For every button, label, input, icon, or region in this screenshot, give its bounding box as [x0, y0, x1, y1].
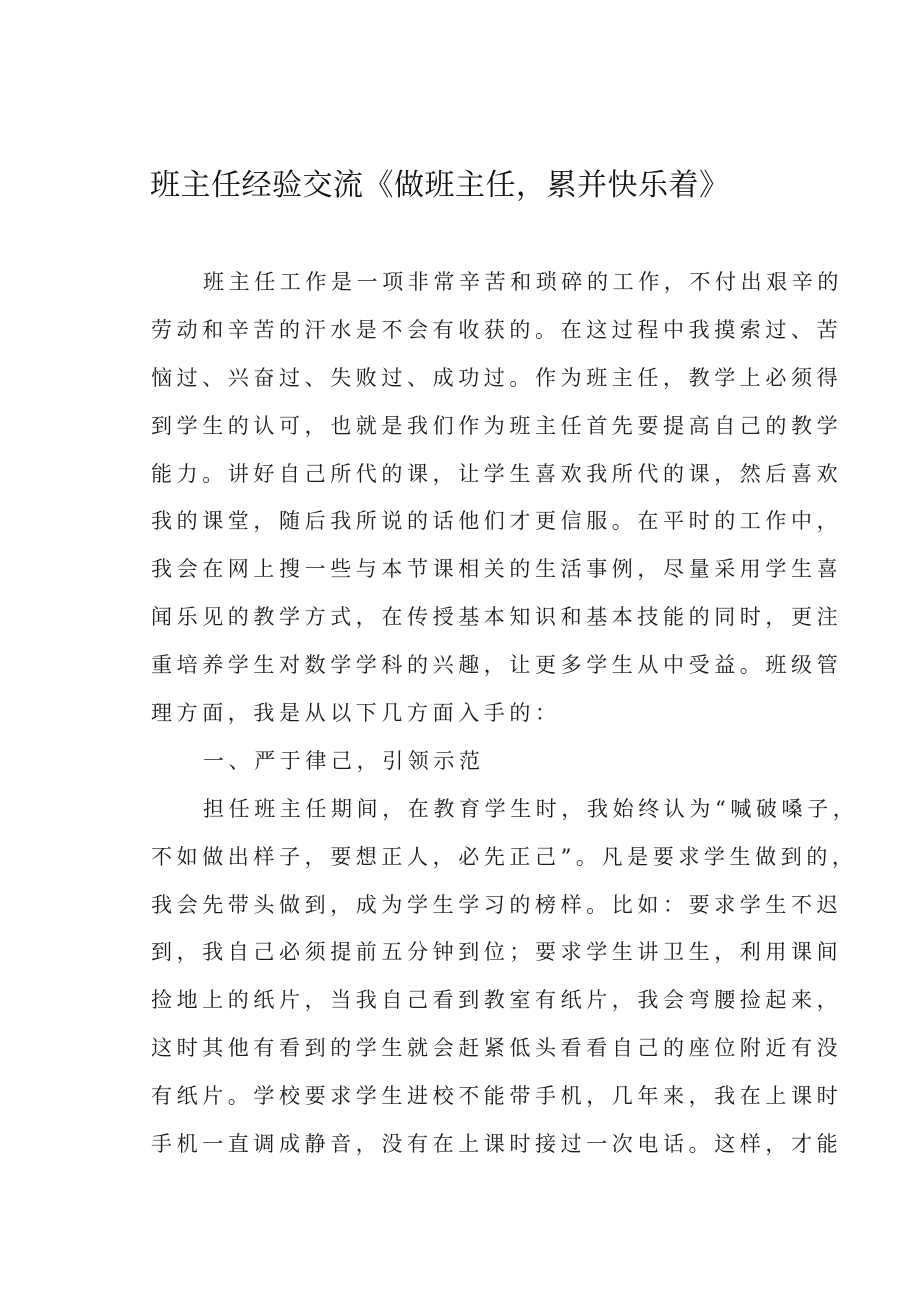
text-line: 捡地上的纸片，当我自己看到教室有纸片，我会弯腰捡起来， [151, 988, 843, 1013]
text-line: 重培养学生对数学学科的兴趣，让更多学生从中受益。班级管 [151, 653, 843, 678]
text-line: 有纸片。学校要求学生进校不能带手机，几年来，我在上课时 [151, 1084, 843, 1109]
text-line: 手机一直调成静音，没有在上课时接过一次电话。这样，才能 [151, 1132, 843, 1157]
text-line: 劳动和辛苦的汗水是不会有收获的。在这过程中我摸索过、苦 [151, 317, 843, 342]
text-line: 到学生的认可，也就是我们作为班主任首先要提高自己的教学 [151, 413, 843, 438]
text-line: 闻乐见的教学方式，在传授基本知识和基本技能的同时，更注 [151, 605, 843, 630]
text-line: 我会先带头做到，成为学生学习的榜样。比如：要求学生不迟 [151, 892, 843, 917]
text-line: 我的课堂，随后我所说的话他们才更信服。在平时的工作中， [151, 509, 843, 534]
text-line: 能力。讲好自己所代的课，让学生喜欢我所代的课，然后喜欢 [151, 461, 843, 486]
text-line: 不如做出样子，要想正人，必先正己”。凡是要求学生做到的， [151, 844, 858, 869]
text-line: 到，我自己必须提前五分钟到位；要求学生讲卫生，利用课间 [151, 940, 843, 965]
text-line: 一、严于律己，引领示范 [203, 748, 485, 773]
document-body [151, 259, 859, 1169]
text-line: 担任班主任期间，在教育学生时，我始终认为“喊破嗓子， [203, 796, 859, 821]
document-title: 班主任经验交流《做班主任，累并快乐着》 [150, 168, 730, 203]
text-line: 理方面，我是从以下几方面入手的： [151, 701, 561, 726]
text-line: 恼过、兴奋过、失败过、成功过。作为班主任，教学上必须得 [151, 365, 843, 390]
text-line: 我会在网上搜一些与本节课相关的生活事例，尽量采用学生喜 [151, 557, 843, 582]
text-line: 班主任工作是一项非常辛苦和琐碎的工作，不付出艰辛的 [203, 270, 843, 294]
text-line: 这时其他有看到的学生就会赶紧低头看看自己的座位附近有没 [151, 1036, 843, 1061]
